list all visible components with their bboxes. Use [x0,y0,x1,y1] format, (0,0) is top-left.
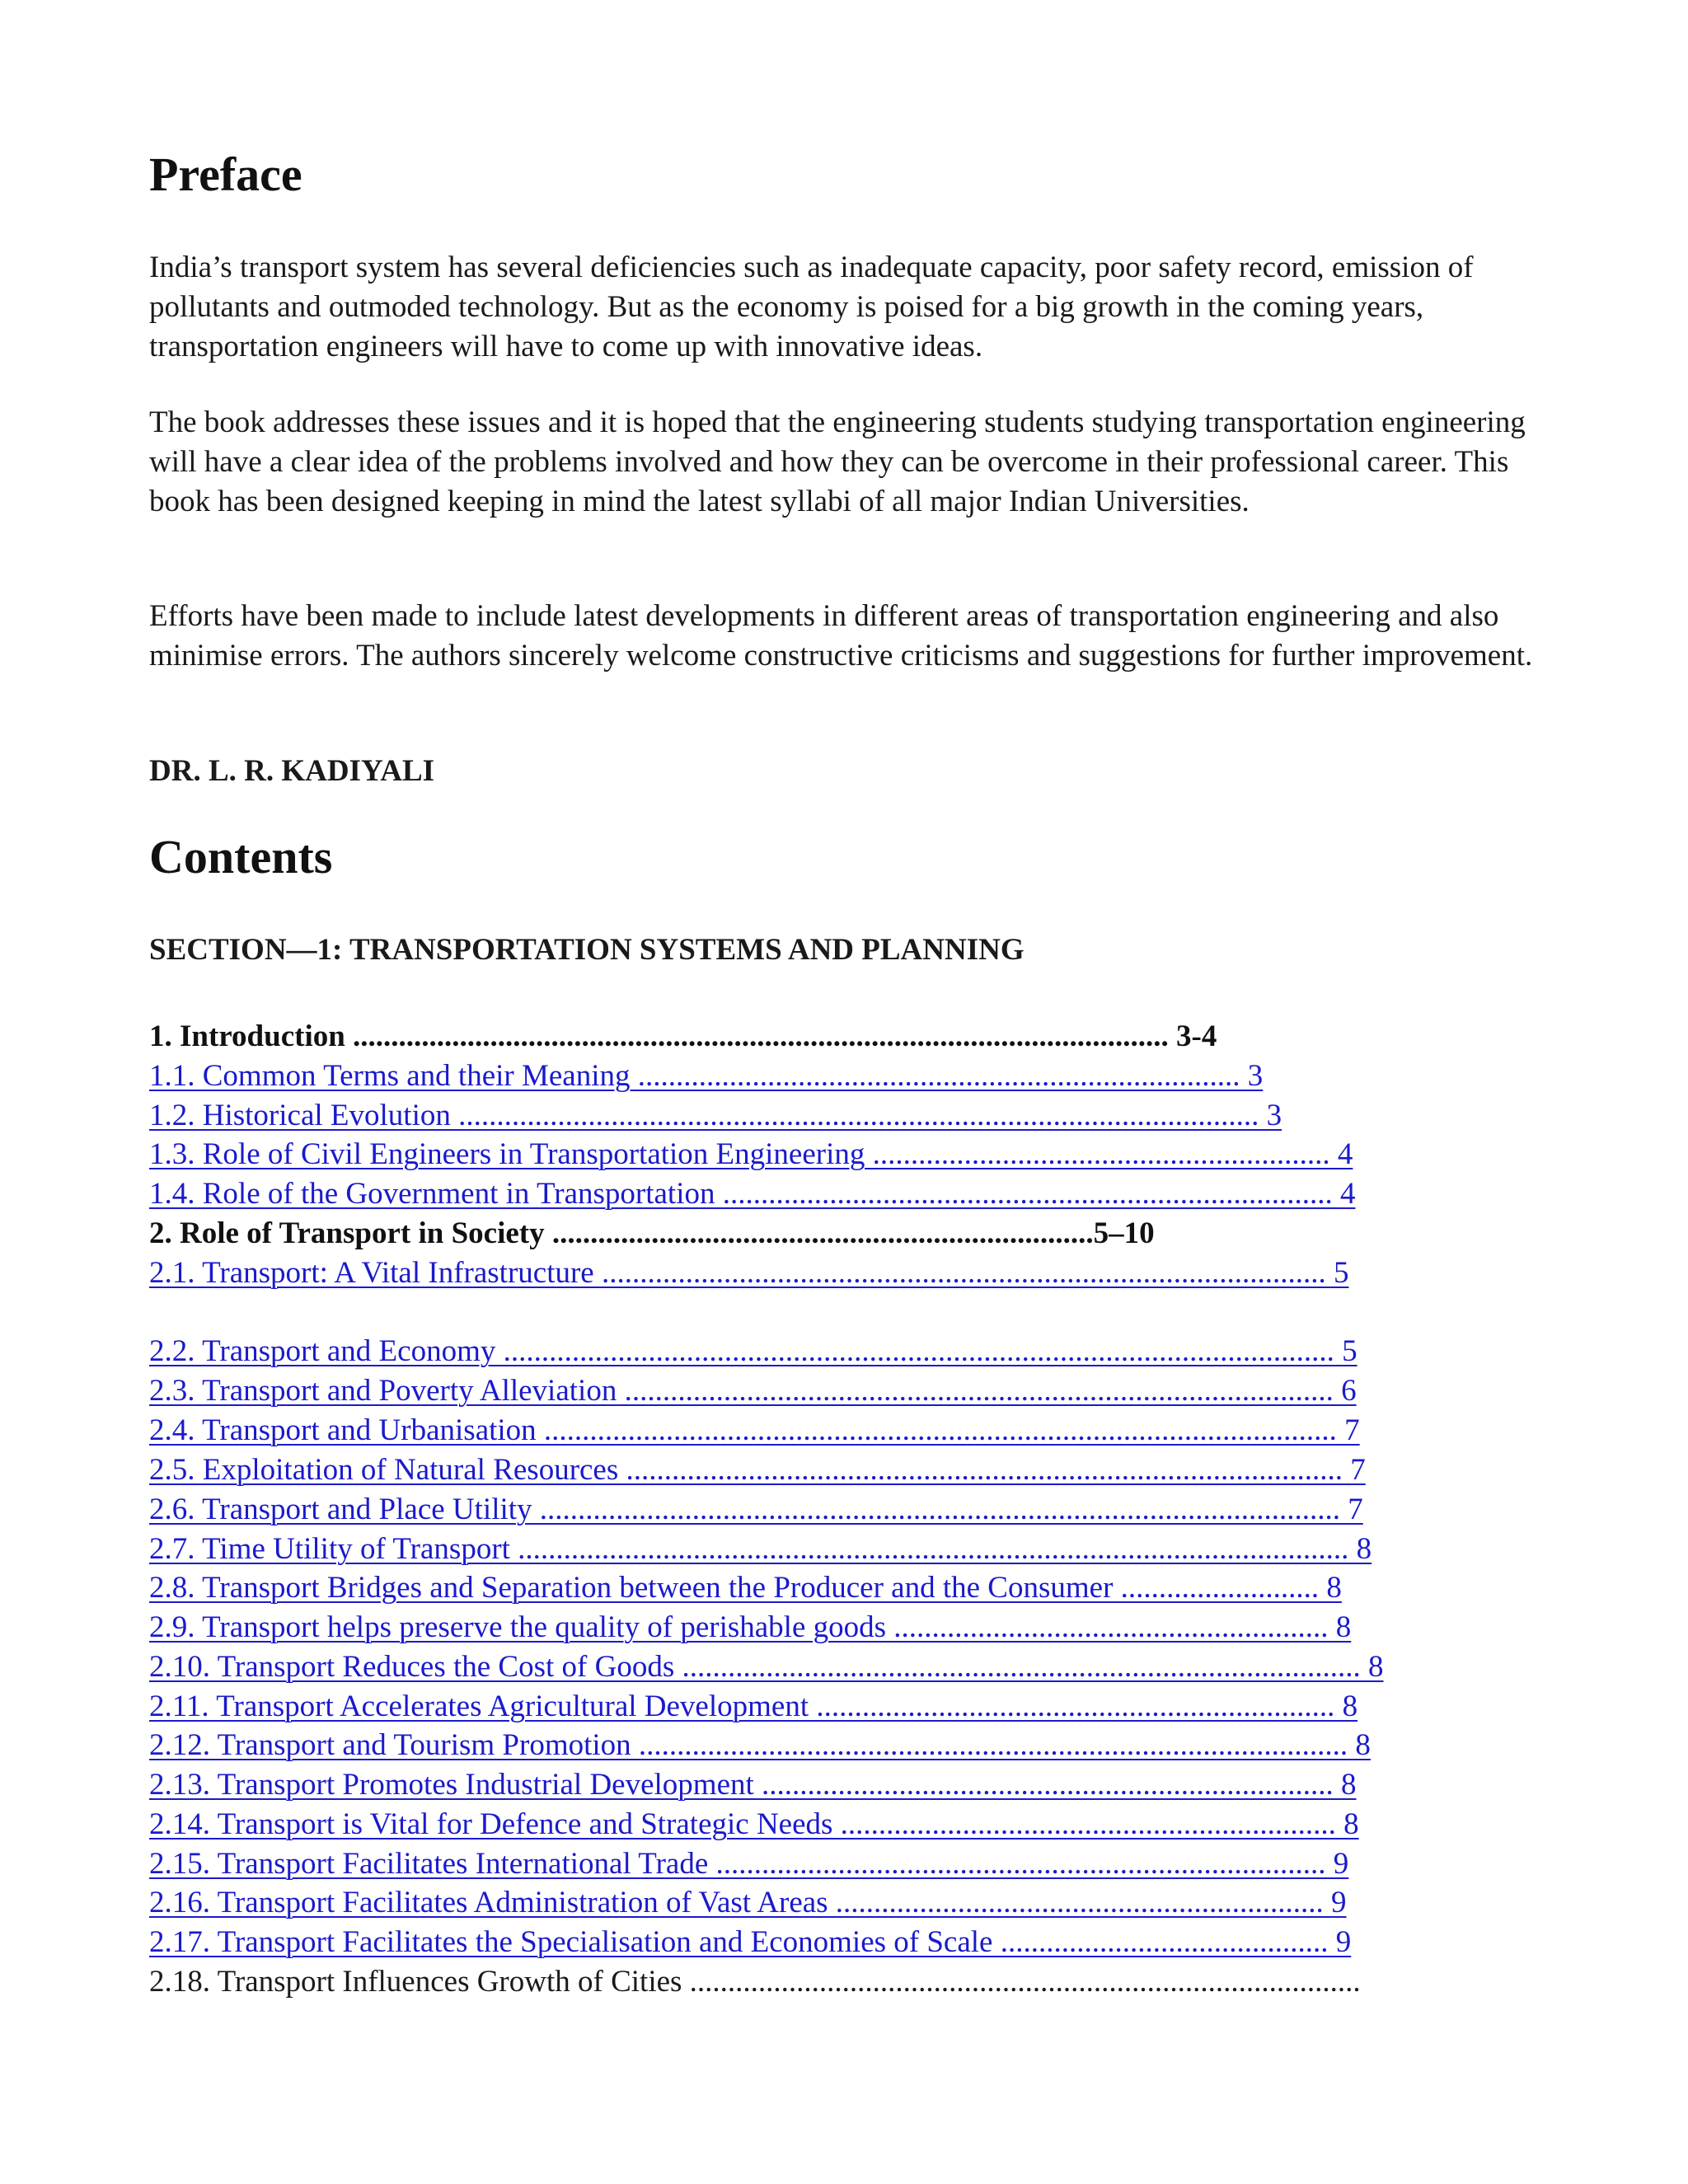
preface-heading: Preface [149,148,302,201]
toc-link-entry[interactable]: 2.6. Transport and Place Utility ......................................................................................................... 7 [149,1493,1363,1526]
contents-heading: Contents [149,830,333,883]
toc-link-entry[interactable]: 1.2. Historical Evolution ......................................................................................................... 3 [149,1099,1282,1132]
toc-link-entry[interactable]: 2.8. Transport Bridges and Separation between the Producer and the Consumer .......................... 8 [149,1571,1342,1605]
toc-link-entry[interactable]: 1.1. Common Terms and their Meaning ............................................................................... 3 [149,1059,1264,1093]
toc-link-entry[interactable]: 2.10. Transport Reduces the Cost of Goods ......................................................................................... 8 [149,1650,1384,1684]
section-title: SECTION—1: TRANSPORTATION SYSTEMS AND PLANNING [149,933,1025,967]
toc-link-entry[interactable]: 2.16. Transport Facilitates Administration of Vast Areas ................................................................ 9 [149,1886,1347,1919]
preface-paragraph-2: The book addresses these issues and it is hoped that the engineering students studying transportation engineering will have a clear idea of the problems involved and how they can be overcome in their professional career. This book has been designed keeping in mind the latest syllabi of all major Indian Universities. [149,405,1526,518]
toc-link-entry[interactable]: 2.1. Transport: A Vital Infrastructure ............................................................................................... 5 [149,1256,1349,1290]
toc-chapter-entry: 2. Role of Transport in Society .......................................................................5–10 [149,1216,1155,1250]
toc-link-entry[interactable]: 2.7. Time Utility of Transport ............................................................................................................. 8 [149,1532,1372,1566]
preface-paragraph-3: Efforts have been made to include latest developments in different areas of transportation engineering and also minimise errors. The authors sincerely welcome constructive criticisms and suggestions for further improvement. [149,599,1533,673]
toc-link-entry[interactable]: 2.12. Transport and Tourism Promotion ............................................................................................. 8 [149,1728,1371,1762]
toc-link-entry[interactable]: 2.9. Transport helps preserve the quality of perishable goods ......................................................... 8 [149,1610,1352,1644]
toc-chapter-entry: 1. Introduction ........................................................................................................... 3-4 [149,1019,1217,1053]
preface-paragraph-1: India’s transport system has several deficiencies such as inadequate capacity, poor safety record, emission of pollutants and outmoded technology. But as the economy is poised for a big growth in the coming years, transportation engineers will have to come up with innovative ideas. [149,251,1474,363]
toc-link-entry[interactable]: 2.3. Transport and Poverty Alleviation ............................................................................................. 6 [149,1374,1357,1408]
toc-entry: 2.18. Transport Influences Growth of Cities ........................................................................................ [149,1965,1361,1999]
preface-author: DR. L. R. KADIYALI [149,754,435,788]
toc-link-entry[interactable]: 2.5. Exploitation of Natural Resources .............................................................................................. 7 [149,1453,1366,1487]
toc-link-entry[interactable]: 2.11. Transport Accelerates Agricultural Development .................................................................... 8 [149,1690,1358,1723]
toc-link-entry[interactable]: 1.4. Role of the Government in Transportation ................................................................................ 4 [149,1177,1356,1211]
toc-link-entry[interactable]: 2.13. Transport Promotes Industrial Development ........................................................................... 8 [149,1768,1357,1802]
toc-link-entry[interactable]: 2.2. Transport and Economy ............................................................................................................. 5 [149,1334,1357,1368]
toc-link-entry[interactable]: 2.14. Transport is Vital for Defence and Strategic Needs ................................................................. 8 [149,1807,1359,1841]
toc-link-entry[interactable]: 2.4. Transport and Urbanisation ........................................................................................................ 7 [149,1413,1360,1447]
toc-link-entry[interactable]: 2.17. Transport Facilitates the Specialisation and Economies of Scale ........................................... 9 [149,1925,1352,1959]
toc-link-entry[interactable]: 1.3. Role of Civil Engineers in Transportation Engineering ............................................................ 4 [149,1137,1353,1171]
toc-link-entry[interactable]: 2.15. Transport Facilitates International Trade ................................................................................ 9 [149,1847,1349,1881]
